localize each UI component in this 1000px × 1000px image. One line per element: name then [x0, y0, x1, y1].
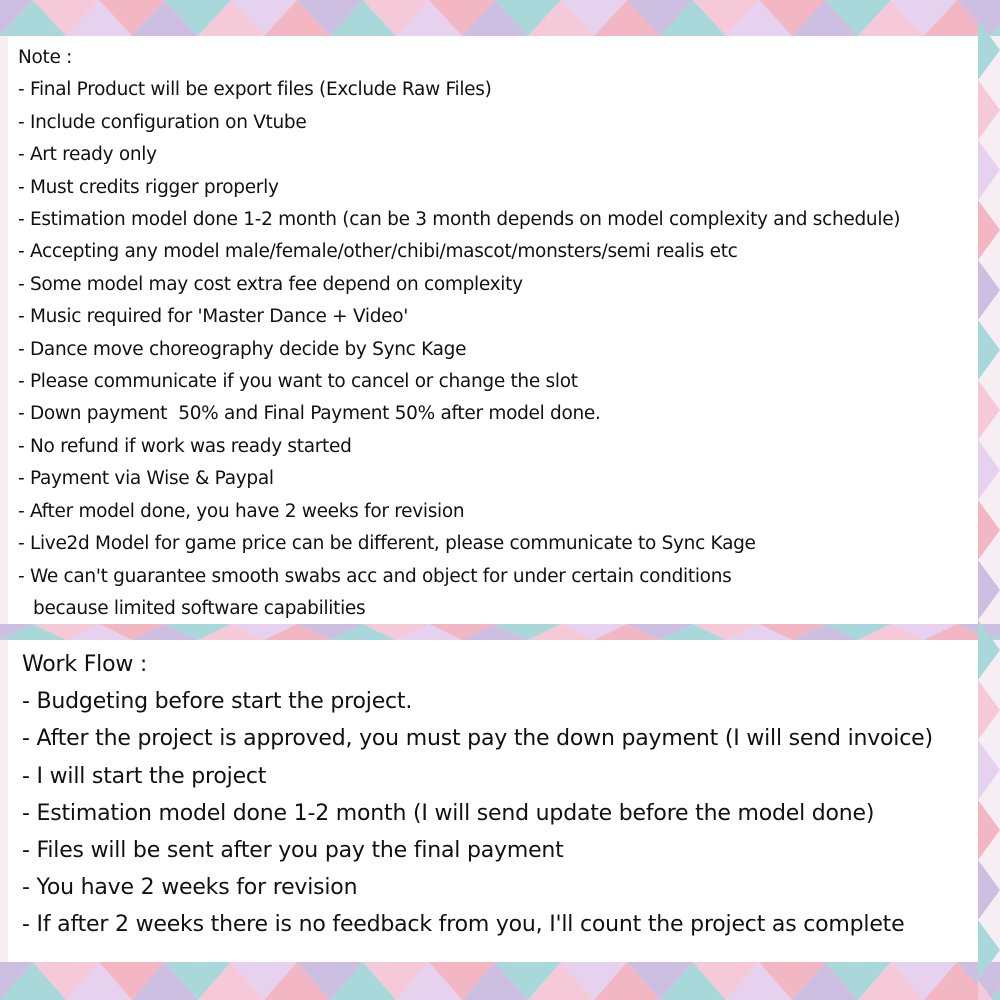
note-item: - Final Product will be export files (Exclude Raw Files): [18, 79, 492, 101]
background-triangle: [978, 740, 1000, 800]
background-triangle: [978, 500, 1000, 560]
background-triangle: [978, 320, 1000, 380]
background-triangle: [978, 380, 1000, 440]
note-item: - Music required for 'Master Dance + Video': [18, 306, 409, 328]
background-triangle: [978, 260, 1000, 320]
right-triangle-column: [978, 20, 1000, 1000]
note-item: - Accepting any model male/female/other/chibi/mascot/monsters/semi realis etc: [18, 241, 738, 263]
note-title: Note :: [18, 47, 73, 68]
background-triangle: [978, 800, 1000, 860]
note-item: - Estimation model done 1-2 month (can be 3 month depends on model complexity and schedule): [18, 209, 901, 231]
note-item: - Live2d Model for game price can be different, please communicate to Sync Kage: [18, 533, 756, 555]
note-item: - After model done, you have 2 weeks for revision: [18, 500, 465, 522]
note-item: - Down payment 50% and Final Payment 50% after model done.: [18, 403, 601, 425]
workflow-panel: [8, 640, 978, 962]
note-item: - Must credits rigger properly: [18, 176, 279, 198]
note-item: - Payment via Wise & Paypal: [18, 468, 274, 490]
workflow-title: Work Flow :: [22, 652, 148, 677]
workflow-item: - If after 2 weeks there is no feedback from you, I'll count the project as complete: [22, 912, 905, 938]
note-item: - Dance move choreography decide by Sync Kage: [18, 338, 467, 360]
background-triangle: [978, 860, 1000, 920]
note-item-continuation: because limited software capabilities: [33, 597, 366, 619]
bottom-triangle-row: [0, 962, 1000, 1000]
note-item: - Art ready only: [18, 144, 157, 166]
background-triangle: [978, 680, 1000, 740]
workflow-item: - You have 2 weeks for revision: [22, 875, 358, 901]
workflow-item: - After the project is approved, you must pay the down payment (I will send invoice): [22, 726, 933, 752]
middle-triangle-row: [0, 624, 1000, 640]
workflow-item: - Estimation model done 1-2 month (I will send update before the model done): [22, 800, 875, 826]
background-triangle: [978, 200, 1000, 260]
workflow-item: - Budgeting before start the project.: [22, 689, 413, 715]
top-triangle-row: [0, 0, 1000, 36]
workflow-item: - I will start the project: [22, 763, 267, 789]
background-triangle: [978, 440, 1000, 500]
background-triangle: [978, 140, 1000, 200]
note-panel: [8, 36, 978, 624]
note-item: - We can't guarantee smooth swabs acc and object for under certain conditions: [18, 565, 732, 587]
background-triangle: [978, 80, 1000, 140]
background-triangle: [978, 560, 1000, 620]
note-item: - No refund if work was ready started: [18, 435, 352, 457]
note-item: - Some model may cost extra fee depend on complexity: [18, 273, 523, 295]
note-item: - Please communicate if you want to cancel or change the slot: [18, 371, 578, 393]
note-item: - Include configuration on Vtube: [18, 111, 307, 133]
workflow-item: - Files will be sent after you pay the final payment: [22, 838, 564, 864]
